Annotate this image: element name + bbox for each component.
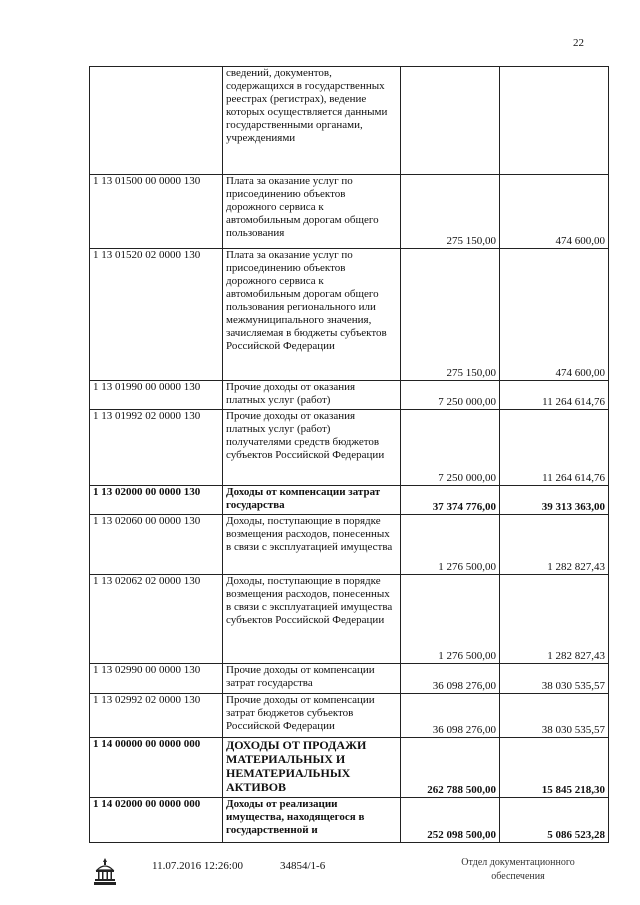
stamp-line-2: обеспечения [491, 871, 545, 882]
name-cell: Доходы, поступающие в порядке возмещения расходов, понесенных в связи с эксплуатацией имущества [223, 515, 401, 575]
value-2016-cell: 38 030 535,57 [500, 664, 609, 694]
code-cell: 1 14 02000 00 0000 000 [90, 798, 223, 843]
value-2015-cell: 1 276 500,00 [401, 515, 500, 575]
value-2015-cell: 7 250 000,00 [401, 410, 500, 486]
table-row [90, 410, 609, 486]
table-row [90, 175, 609, 249]
name-cell: Доходы от реализации имущества, находящегося в государственной и [223, 798, 401, 843]
revenue-table-body [90, 67, 609, 843]
value-2016-cell: 5 086 523,28 [500, 798, 609, 843]
code-cell: 1 13 02062 02 0000 130 [90, 575, 223, 664]
value-2016-cell: 1 282 827,43 [500, 515, 609, 575]
code-cell: 1 13 02000 00 0000 130 [90, 486, 223, 515]
value-2015-cell [401, 67, 500, 175]
value-2016-cell: 1 282 827,43 [500, 575, 609, 664]
code-cell: 1 13 01990 00 0000 130 [90, 381, 223, 410]
name-cell: Доходы, поступающие в порядке возмещения расходов, понесенных в связи с эксплуатацией имущества субъектов Российской Федерации [223, 575, 401, 664]
value-2016-cell: 38 030 535,57 [500, 694, 609, 738]
code-cell: 1 13 01500 00 0000 130 [90, 175, 223, 249]
value-2015-cell: 252 098 500,00 [401, 798, 500, 843]
page-footer [0, 856, 640, 896]
code-cell: 1 14 00000 00 0000 000 [90, 738, 223, 798]
code-cell: 1 13 02060 00 0000 130 [90, 515, 223, 575]
value-2015-cell: 275 150,00 [401, 249, 500, 381]
table-row [90, 67, 609, 175]
value-2015-cell: 37 374 776,00 [401, 486, 500, 515]
code-cell: 1 13 02990 00 0000 130 [90, 664, 223, 694]
table-row [90, 694, 609, 738]
value-2015-cell: 1 276 500,00 [401, 575, 500, 664]
name-cell: Плата за оказание услуг по присоединению объектов дорожного сервиса к автомобильным дорогам общего пользования регионального или межмуниципального значения, зачисляемая в бюджеты субъектов Российской Федерации [223, 249, 401, 381]
page-number: 22 [573, 37, 584, 49]
table-row [90, 575, 609, 664]
stamp-line-1: Отдел документационного [461, 857, 575, 868]
value-2016-cell: 474 600,00 [500, 249, 609, 381]
table-row [90, 738, 609, 798]
revenue-table [89, 66, 609, 843]
footer-date: 11.07.2016 12:26:00 [152, 860, 243, 872]
code-cell: 1 13 01520 02 0000 130 [90, 249, 223, 381]
code-cell: 1 13 01992 02 0000 130 [90, 410, 223, 486]
value-2016-cell: 11 264 614,76 [500, 381, 609, 410]
value-2015-cell: 36 098 276,00 [401, 664, 500, 694]
value-2016-cell: 11 264 614,76 [500, 410, 609, 486]
value-2016-cell: 474 600,00 [500, 175, 609, 249]
table-row [90, 486, 609, 515]
parliament-emblem-icon [93, 856, 117, 886]
value-2015-cell: 7 250 000,00 [401, 381, 500, 410]
name-cell: ДОХОДЫ ОТ ПРОДАЖИ МАТЕРИАЛЬНЫХ И НЕМАТЕРИАЛЬНЫХ АКТИВОВ [223, 738, 401, 798]
code-cell: 1 13 02992 02 0000 130 [90, 694, 223, 738]
table-row [90, 249, 609, 381]
table-row [90, 798, 609, 843]
table-row [90, 515, 609, 575]
value-2015-cell: 36 098 276,00 [401, 694, 500, 738]
value-2016-cell: 15 845 218,30 [500, 738, 609, 798]
name-cell: Доходы от компенсации затрат государства [223, 486, 401, 515]
code-cell [90, 67, 223, 175]
name-cell: Прочие доходы от оказания платных услуг (работ) [223, 381, 401, 410]
value-2016-cell: 39 313 363,00 [500, 486, 609, 515]
table-row [90, 381, 609, 410]
table-row [90, 664, 609, 694]
value-2015-cell: 275 150,00 [401, 175, 500, 249]
footer-doc-number: 34854/1-6 [280, 860, 326, 872]
value-2015-cell: 262 788 500,00 [401, 738, 500, 798]
value-2016-cell [500, 67, 609, 175]
name-cell: Прочие доходы от компенсации затрат государства [223, 664, 401, 694]
name-cell: Плата за оказание услуг по присоединению объектов дорожного сервиса к автомобильным дорогам общего пользования [223, 175, 401, 249]
name-cell: Прочие доходы от оказания платных услуг (работ) получателями средств бюджетов субъектов Российской Федерации [223, 410, 401, 486]
department-stamp [448, 856, 588, 884]
name-cell: сведений, документов, содержащихся в государственных реестрах (регистрах), ведение которых осуществляется данными государственными органами, учреждениями [223, 67, 401, 175]
name-cell: Прочие доходы от компенсации затрат бюджетов субъектов Российской Федерации [223, 694, 401, 738]
